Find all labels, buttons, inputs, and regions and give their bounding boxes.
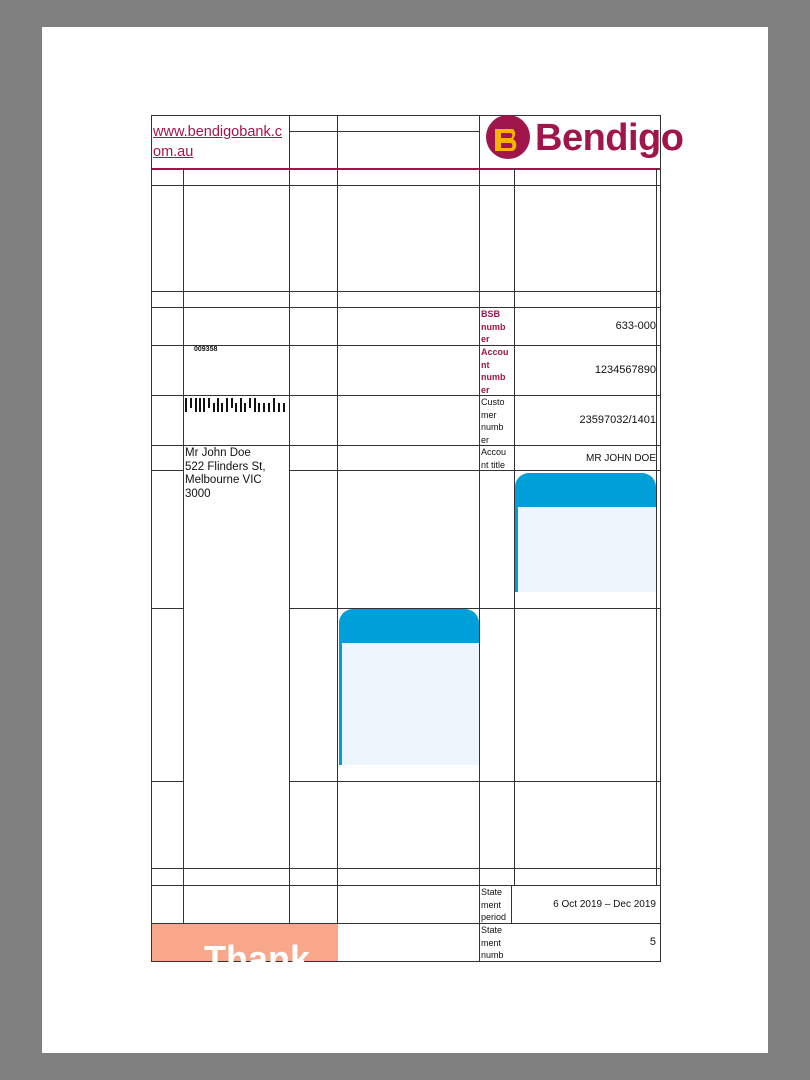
info-panel-right (515, 473, 656, 592)
thank-you-text: Thank (204, 938, 311, 979)
postal-barcode (184, 397, 288, 413)
bsb-value: 633-000 (615, 320, 656, 332)
address-postcode: 3000 (185, 487, 211, 500)
account-title-value: MR JOHN DOE (586, 453, 656, 464)
address-street: 522 Flinders St, (185, 460, 266, 473)
bsb-label: BSB numb er (481, 309, 506, 344)
info-panel-center (339, 609, 479, 765)
mail-sort-number: 009358 (194, 346, 218, 353)
thank-you-banner (152, 924, 338, 979)
account-number-label: Accou nt numb er (481, 347, 509, 395)
account-number-value: 1234567890 (594, 364, 656, 376)
statement-number-label: State ment numb (481, 925, 504, 960)
statement-number-value: 5 (649, 936, 656, 948)
account-title-label: Accou nt title (481, 447, 507, 470)
customer-address (185, 447, 285, 501)
customer-number-label: Custo mer numb er (481, 397, 505, 445)
bank-website-link[interactable]: www.bendigobank.com.au (153, 124, 282, 160)
customer-name: Mr John Doe (185, 447, 251, 459)
statement-period-value: 6 Oct 2019 – Dec 2019 (553, 899, 656, 910)
customer-number-value: 23597032/1401 (579, 414, 656, 426)
statement-period-label: State ment period (481, 887, 507, 922)
address-city: Melbourne VIC (185, 474, 262, 486)
logo-wordmark: Bendigo (535, 117, 684, 159)
bendigo-logo (479, 115, 684, 159)
